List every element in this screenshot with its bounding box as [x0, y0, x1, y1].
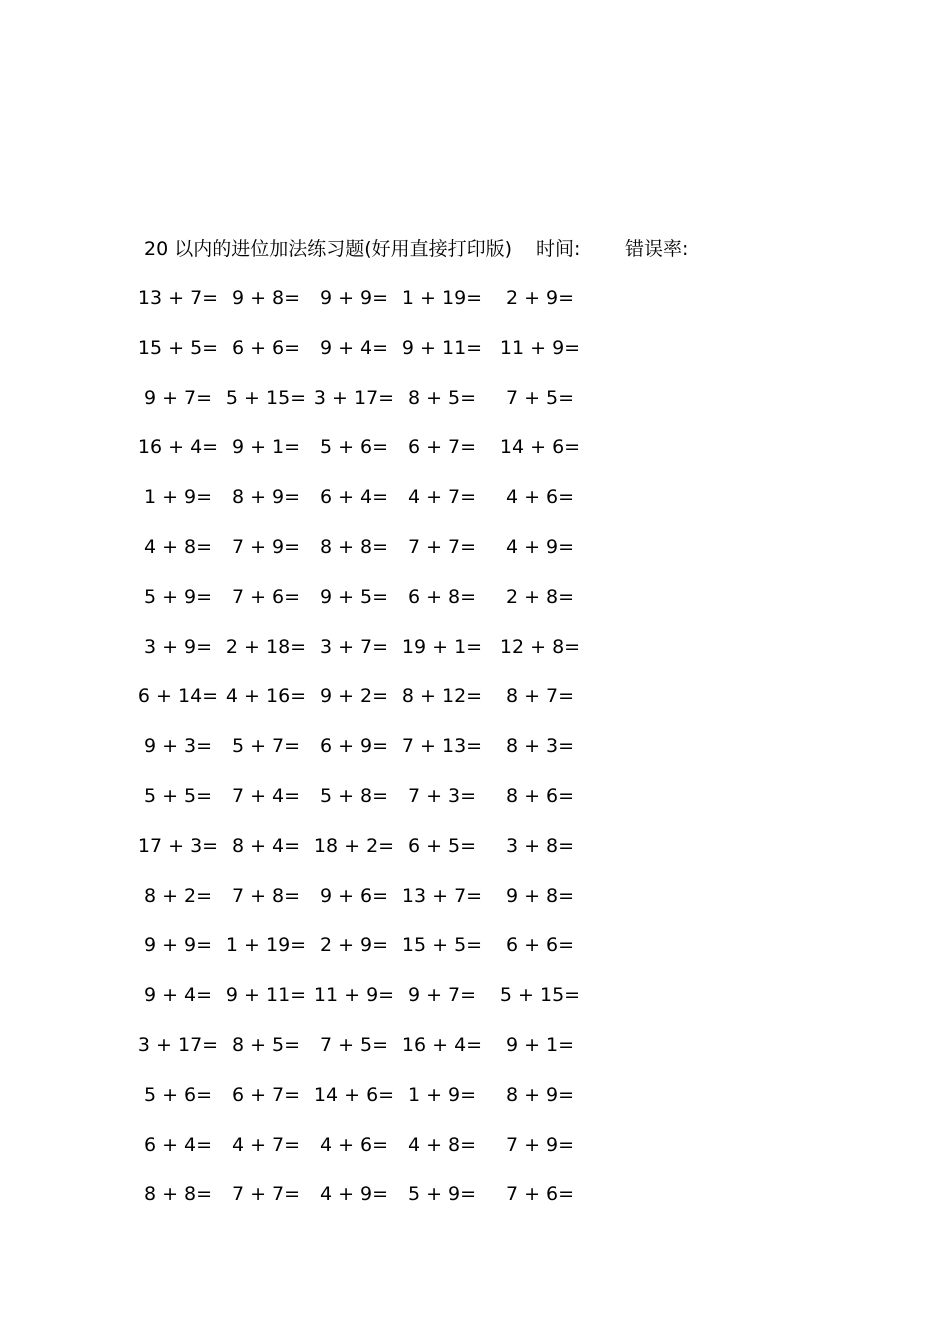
addition-problem: 1 + 9=	[407, 1083, 477, 1106]
addition-problem: 9 + 1=	[505, 1033, 575, 1056]
addition-problem: 7 + 9=	[231, 535, 301, 558]
addition-problem: 6 + 9=	[319, 735, 389, 758]
addition-problem: 6 + 4=	[143, 1133, 213, 1156]
addition-problem: 4 + 7=	[231, 1133, 301, 1156]
addition-problem: 11 + 9=	[313, 984, 395, 1007]
addition-problem: 4 + 6=	[319, 1133, 389, 1156]
problem-row	[0, 881, 950, 931]
addition-problem: 3 + 7=	[319, 635, 389, 658]
problem-row	[0, 781, 950, 831]
problem-row	[0, 731, 950, 781]
addition-problem: 5 + 8=	[319, 784, 389, 807]
addition-problem: 14 + 6=	[499, 436, 581, 459]
addition-problem: 2 + 9=	[505, 287, 575, 309]
addition-problem: 11 + 9=	[499, 336, 581, 359]
addition-problem: 8 + 6=	[505, 784, 575, 807]
addition-problem: 9 + 4=	[319, 336, 389, 359]
addition-problem: 15 + 5=	[137, 336, 219, 359]
addition-problem: 9 + 9=	[319, 287, 389, 309]
addition-problem: 6 + 7=	[231, 1083, 301, 1106]
addition-problem: 12 + 8=	[499, 635, 581, 658]
addition-problem: 9 + 7=	[143, 386, 213, 409]
problem-grid	[0, 283, 950, 1229]
problem-row	[0, 831, 950, 881]
problem-row	[0, 1179, 950, 1229]
addition-problem: 8 + 9=	[231, 486, 301, 509]
addition-problem: 7 + 4=	[231, 784, 301, 807]
addition-problem: 15 + 5=	[401, 934, 483, 957]
problem-row	[0, 532, 950, 582]
addition-problem: 8 + 8=	[143, 1183, 213, 1206]
addition-problem: 6 + 8=	[407, 585, 477, 608]
addition-problem: 9 + 2=	[319, 685, 389, 708]
addition-problem: 7 + 6=	[505, 1183, 575, 1206]
addition-problem: 2 + 8=	[505, 585, 575, 608]
addition-problem: 18 + 2=	[313, 834, 395, 857]
addition-problem: 6 + 5=	[407, 834, 477, 857]
addition-problem: 9 + 8=	[505, 884, 575, 907]
addition-problem: 9 + 9=	[143, 934, 213, 957]
addition-problem: 1 + 19=	[225, 934, 307, 957]
addition-problem: 14 + 6=	[313, 1083, 395, 1106]
addition-problem: 4 + 8=	[143, 535, 213, 558]
problem-row	[0, 582, 950, 632]
addition-problem: 13 + 7=	[401, 884, 483, 907]
addition-problem: 4 + 9=	[319, 1183, 389, 1206]
addition-problem: 4 + 8=	[407, 1133, 477, 1156]
addition-problem: 6 + 6=	[505, 934, 575, 957]
addition-problem: 7 + 9=	[505, 1133, 575, 1156]
problem-row	[0, 632, 950, 682]
addition-problem: 9 + 11=	[225, 984, 307, 1007]
addition-problem: 16 + 4=	[401, 1033, 483, 1056]
problem-row	[0, 930, 950, 980]
addition-problem: 5 + 6=	[143, 1083, 213, 1106]
problem-row	[0, 432, 950, 482]
addition-problem: 7 + 7=	[231, 1183, 301, 1206]
addition-problem: 6 + 14=	[137, 685, 219, 708]
addition-problem: 4 + 16=	[225, 685, 307, 708]
addition-problem: 9 + 3=	[143, 735, 213, 758]
addition-problem: 1 + 9=	[143, 486, 213, 509]
addition-problem: 9 + 8=	[231, 287, 301, 309]
addition-problem: 7 + 5=	[505, 386, 575, 409]
addition-problem: 7 + 13=	[401, 735, 483, 758]
addition-problem: 5 + 5=	[143, 784, 213, 807]
addition-problem: 6 + 6=	[231, 336, 301, 359]
addition-problem: 4 + 6=	[505, 486, 575, 509]
problem-row	[0, 482, 950, 532]
addition-problem: 2 + 18=	[225, 635, 307, 658]
error-rate-label: 错误率:	[625, 238, 689, 260]
addition-problem: 9 + 5=	[319, 585, 389, 608]
addition-problem: 5 + 7=	[231, 735, 301, 758]
addition-problem: 8 + 2=	[143, 884, 213, 907]
addition-problem: 13 + 7=	[137, 287, 219, 309]
worksheet-title: 20 以内的进位加法练习题(好用直接打印版)	[144, 238, 513, 260]
addition-problem: 8 + 9=	[505, 1083, 575, 1106]
addition-problem: 8 + 5=	[407, 386, 477, 409]
addition-problem: 8 + 4=	[231, 834, 301, 857]
addition-problem: 7 + 3=	[407, 784, 477, 807]
addition-problem: 16 + 4=	[137, 436, 219, 459]
addition-problem: 8 + 7=	[505, 685, 575, 708]
problem-row	[0, 333, 950, 383]
addition-problem: 5 + 6=	[319, 436, 389, 459]
addition-problem: 6 + 7=	[407, 436, 477, 459]
time-label: 时间:	[536, 238, 581, 260]
addition-problem: 7 + 5=	[319, 1033, 389, 1056]
addition-problem: 4 + 9=	[505, 535, 575, 558]
addition-problem: 9 + 1=	[231, 436, 301, 459]
addition-problem: 8 + 5=	[231, 1033, 301, 1056]
addition-problem: 3 + 9=	[143, 635, 213, 658]
addition-problem: 7 + 8=	[231, 884, 301, 907]
addition-problem: 7 + 7=	[407, 535, 477, 558]
addition-problem: 5 + 9=	[407, 1183, 477, 1206]
problem-row	[0, 681, 950, 731]
problem-row	[0, 1130, 950, 1180]
problem-row	[0, 1030, 950, 1080]
addition-problem: 9 + 6=	[319, 884, 389, 907]
addition-problem: 5 + 9=	[143, 585, 213, 608]
addition-problem: 9 + 7=	[407, 984, 477, 1007]
addition-problem: 9 + 4=	[143, 984, 213, 1007]
addition-problem: 1 + 19=	[401, 287, 483, 309]
addition-problem: 5 + 15=	[225, 386, 307, 409]
addition-problem: 3 + 17=	[313, 386, 395, 409]
addition-problem: 6 + 4=	[319, 486, 389, 509]
addition-problem: 7 + 6=	[231, 585, 301, 608]
addition-problem: 2 + 9=	[319, 934, 389, 957]
addition-problem: 4 + 7=	[407, 486, 477, 509]
addition-problem: 8 + 3=	[505, 735, 575, 758]
addition-problem: 19 + 1=	[401, 635, 483, 658]
worksheet-header	[144, 234, 844, 264]
problem-row	[0, 383, 950, 433]
addition-problem: 8 + 12=	[401, 685, 483, 708]
problem-row	[0, 1080, 950, 1130]
problem-row	[0, 283, 950, 333]
addition-problem: 9 + 11=	[401, 336, 483, 359]
addition-problem: 17 + 3=	[137, 834, 219, 857]
addition-problem: 8 + 8=	[319, 535, 389, 558]
addition-problem: 3 + 17=	[137, 1033, 219, 1056]
addition-problem: 3 + 8=	[505, 834, 575, 857]
problem-row	[0, 980, 950, 1030]
addition-problem: 5 + 15=	[499, 984, 581, 1007]
